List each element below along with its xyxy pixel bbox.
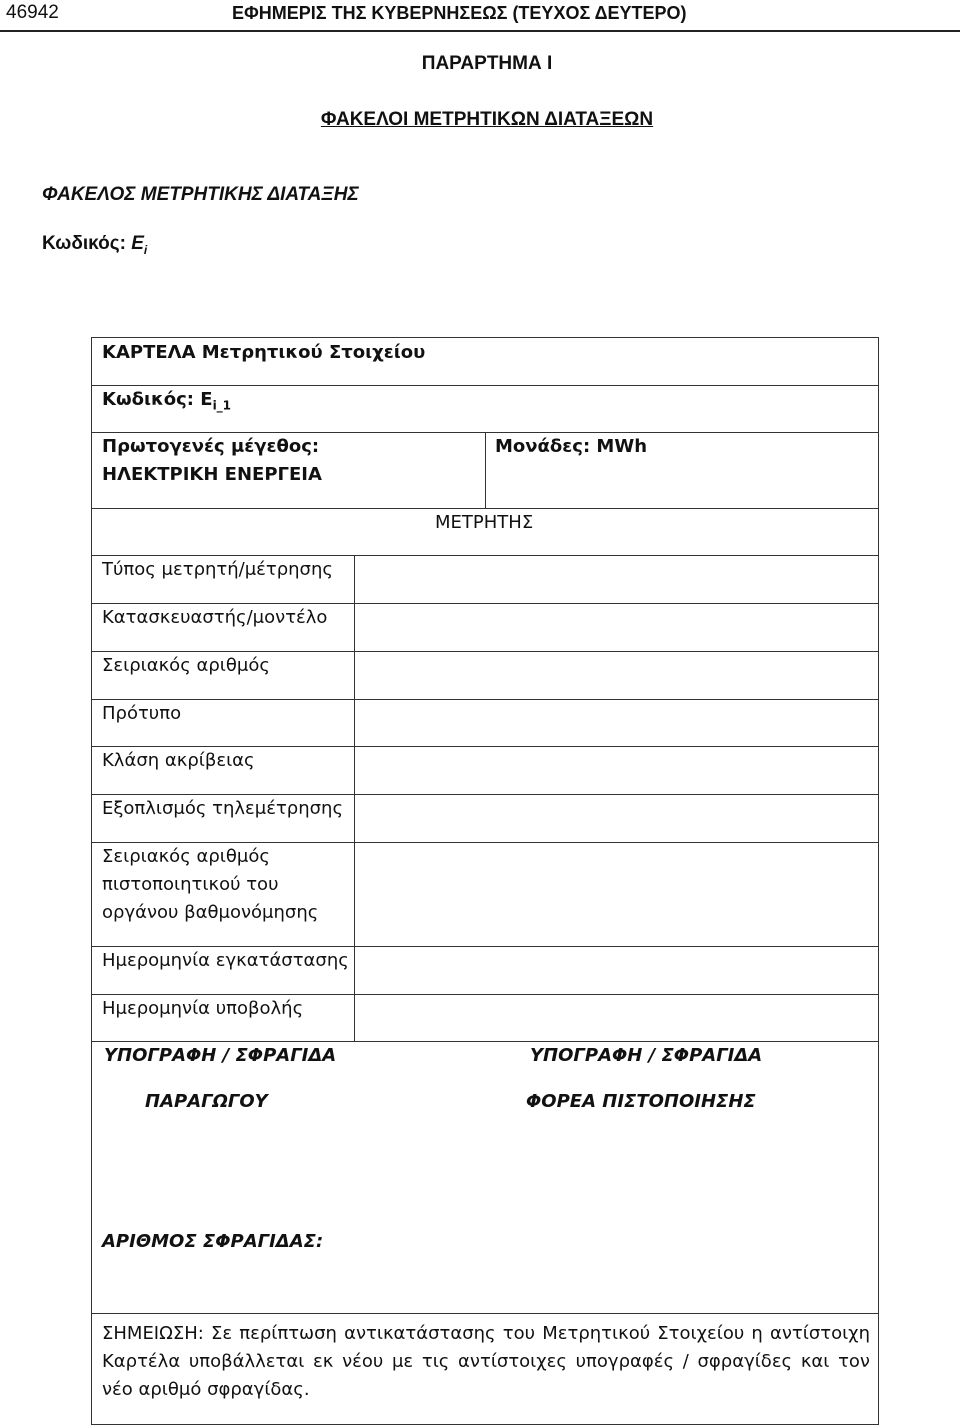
page-number: 46942 [6,2,59,23]
folder-code-label: Κωδικός: [42,233,126,254]
journal-title: ΕΦΗΜΕΡΙΣ ΤΗΣ ΚΥΒΕΡΝΗΣΕΩΣ (ΤΕΥΧΟΣ ΔΕΥΤΕΡΟ) [232,3,687,23]
signature-certifier-line1: ΥΠΟΓΡΑΦΗ / ΣΦΡΑΓΙΔΑ [530,1045,763,1066]
field-cert-line3: οργάνου βαθμονόμησης [102,902,319,923]
meter-header: ΜΕΤΡΗΤΗΣ [435,512,534,533]
page-header [0,0,960,32]
field-manufacturer: Κατασκευαστής/μοντέλο [102,607,328,628]
folder-title: ΦΑΚΕΛΟΣ ΜΕΤΡΗΤΙΚΗΣ ΔΙΑΤΑΞΗΣ [42,184,359,205]
units: Μονάδες: MWh [495,436,648,457]
annex-title: ΠΑΡΑΡΤΗΜΑ Ι [421,53,553,74]
seal-number-label: ΑΡΙΘΜΟΣ ΣΦΡΑΓΙΔΑΣ: [102,1231,324,1252]
meter-card [91,337,879,1425]
signature-producer-line2: ΠΑΡΑΓΩΓΟΥ [145,1091,268,1112]
folder-code-sub: i [143,242,148,257]
field-type: Τύπος μετρητή/μέτρησης [102,559,333,580]
primary-value: ΗΛΕΚΤΡΙΚΗ ΕΝΕΡΓΕΙΑ [102,464,322,485]
rule [92,699,878,700]
files-title: ΦΑΚΕΛΟΙ ΜΕΤΡΗΤΙΚΩΝ ΔΙΑΤΑΞΕΩΝ [320,109,654,130]
signature-certifier-line2: ΦΟΡΕΑ ΠΙΣΤΟΠΟΙΗΣΗΣ [526,1091,756,1112]
rule [354,555,355,1041]
field-telemetry: Εξοπλισμός τηλεμέτρησης [102,798,344,819]
card-code-label: Κωδικός: E [102,389,213,410]
folder-code-value: E [131,233,144,254]
rule [485,432,486,508]
replacement-note: ΣΗΜΕΙΩΣΗ: Σε περίπτωση αντικατάστασης του Μετρητικού Στοιχείου η αντίστοιχη Καρτέλα υποβάλλεται εκ νέου με τις αντίστοιχες υπογραφές / σφραγίδες και τον νέο αριθμό σφραγίδας. [102,1323,870,1400]
field-accuracy: Κλάση ακρίβειας [102,750,255,771]
card-code-sub: i_1 [212,398,232,413]
card-code [102,386,231,420]
field-cert-line2: πιστοποιητικού του [102,874,279,895]
folder-code [42,233,147,257]
field-submit-date: Ημερομηνία υποβολής [102,998,304,1019]
field-install-date: Ημερομηνία εγκατάστασης [102,950,349,971]
primary-label: Πρωτογενές μέγεθος: [102,436,320,457]
field-cert-line1: Σειριακός αριθμός [102,846,270,867]
card-title: ΚΑΡΤΕΛΑ Μετρητικού Στοιχείου [102,342,426,363]
signature-producer-line1: ΥΠΟΓΡΑΦΗ / ΣΦΡΑΓΙΔΑ [104,1045,337,1066]
field-standard: Πρότυπο [102,703,182,724]
rule [92,1313,878,1314]
field-serial: Σειριακός αριθμός [102,655,270,676]
